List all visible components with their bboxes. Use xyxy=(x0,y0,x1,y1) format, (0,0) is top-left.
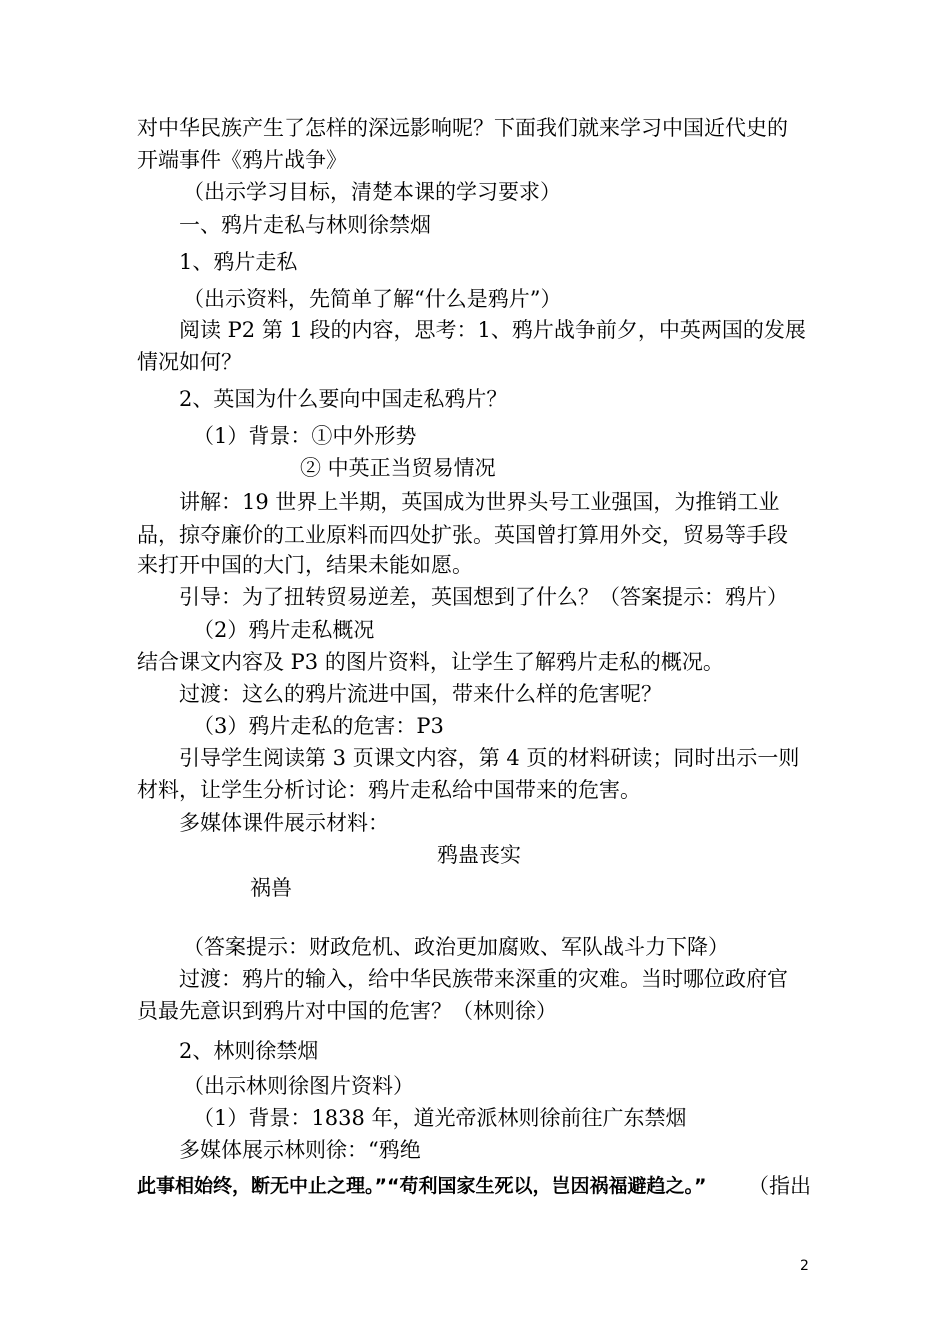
text-line: 多媒体课件展示材料： xyxy=(179,811,389,835)
text-line: 引导学生阅读第 3 页课文内容，第 4 页的材料研读；同时出示一则 xyxy=(179,746,800,770)
subsection-heading: 2、林则徐禁烟 xyxy=(179,1039,319,1063)
subsection-heading: 1、鸦片走私 xyxy=(179,250,298,274)
page-number: 2 xyxy=(800,1258,809,1274)
text-line: ② 中英正当贸易情况 xyxy=(300,456,496,480)
text-line: （指出 xyxy=(748,1174,811,1198)
text-line: 祸兽 xyxy=(250,876,292,900)
text-line: （出示资料，先简单了解“什么是鸦片”） xyxy=(183,287,562,311)
text-line: （2）鸦片走私概况 xyxy=(193,618,375,642)
text-line: 过渡：这么的鸦片流进中国，带来什么样的危害呢？ xyxy=(179,682,662,706)
text-line: 员最先意识到鸦片对中国的危害？（林则徐） xyxy=(137,999,557,1023)
text-line: （3）鸦片走私的危害：P3 xyxy=(193,714,444,738)
text-line: 多媒体展示林则徐：“鸦绝 xyxy=(179,1138,421,1162)
text-line: （答案提示：财政危机、政治更加腐败、军队战斗力下降） xyxy=(183,935,729,959)
text-line: （1）背景：1838 年，道光帝派林则徐前往广东禁烟 xyxy=(193,1106,687,1130)
text-line: 鸦蛊丧实 xyxy=(437,843,521,867)
text-line: 品，掠夺廉价的工业原料而四处扩张。英国曾打算用外交，贸易等手段 xyxy=(137,523,788,547)
text-line: 2、英国为什么要向中国走私鸦片？ xyxy=(179,387,508,411)
text-line: 过渡：鸦片的输入，给中华民族带来深重的灾难。当时哪位政府官 xyxy=(179,967,788,991)
section-heading: 一、鸦片走私与林则徐禁烟 xyxy=(179,213,431,237)
text-line: （出示学习目标，清楚本课的学习要求） xyxy=(183,180,561,204)
text-line: 来打开中国的大门，结果未能如愿。 xyxy=(137,553,473,577)
text-line: （1）背景：①中外形势 xyxy=(193,424,417,448)
text-line: 对中华民族产生了怎样的深远影响呢？下面我们就来学习中国近代史的 xyxy=(137,116,788,140)
text-line: 讲解：19 世界上半期，英国成为世界头号工业强国，为推销工业 xyxy=(179,490,780,514)
text-line: 情况如何？ xyxy=(137,350,242,374)
text-line: 引导：为了扭转贸易逆差，英国想到了什么？（答案提示：鸦片） xyxy=(179,585,788,609)
text-line: 阅读 P2 第 1 段的内容，思考：1、鸦片战争前夕，中英两国的发展 xyxy=(179,318,806,342)
text-line: （出示林则徐图片资料） xyxy=(183,1074,414,1098)
text-line: 结合课文内容及 P3 的图片资料，让学生了解鸦片走私的概况。 xyxy=(137,650,724,674)
text-line: 开端事件《鸦片战争》 xyxy=(137,148,347,172)
quote-line: 此事相始终，断无中止之理。”“苟利国家生死以，岂因祸福避趋之。” xyxy=(137,1175,707,1197)
text-line: 材料，让学生分析讨论：鸦片走私给中国带来的危害。 xyxy=(137,778,641,802)
